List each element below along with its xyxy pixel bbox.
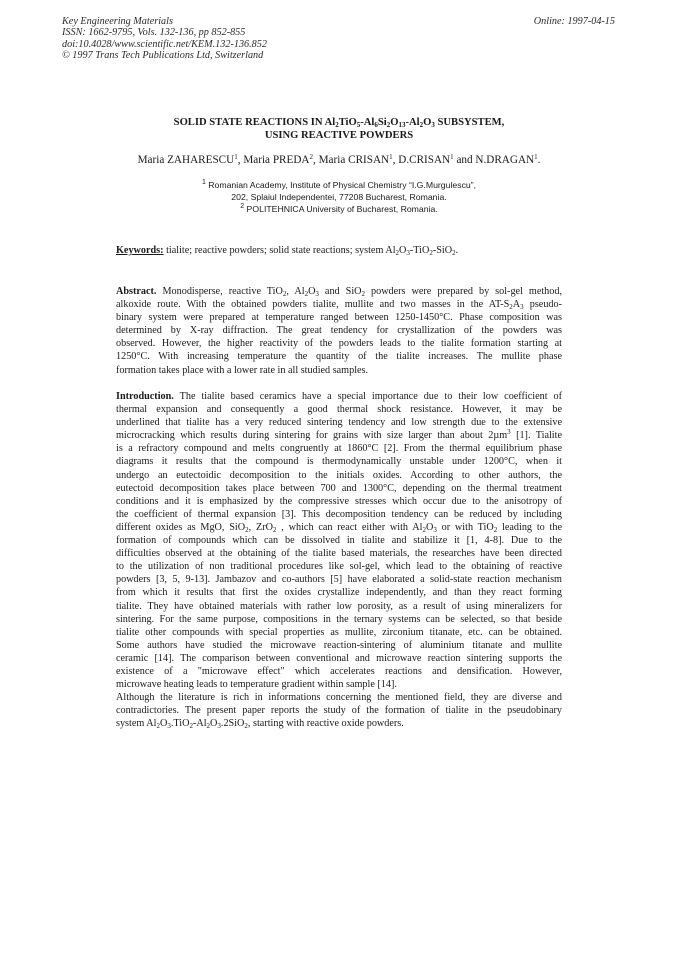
- intro-line: tialite. They have obtained materials with rather low porosity, as a result of using mineralizers for: [116, 600, 562, 612]
- subscript: 2: [244, 722, 248, 731]
- paper-title: [60, 117, 618, 142]
- subscript: 2: [361, 290, 365, 298]
- intro-line: undergo an eutectoidic decomposition to the initials oxides. According to other authors, the: [116, 469, 562, 481]
- text-run: and SiO: [318, 286, 362, 297]
- affiliation-mark: 1: [450, 153, 454, 161]
- text-run: A: [512, 299, 521, 311]
- title-text: -Al: [360, 117, 375, 128]
- text-run: O: [425, 521, 434, 533]
- subscript: 2: [272, 525, 277, 534]
- abstract-line: formation takes place with a lower rate in all studied samples.: [116, 364, 369, 376]
- subscript: 2: [156, 722, 160, 731]
- affiliation-text: Romanian Academy, Institute of Physical Chemistry “I.G.Murgulescu”,: [205, 180, 477, 190]
- title-text: -Al: [405, 117, 420, 128]
- affiliation-mark: 2: [240, 202, 245, 210]
- subscript: 13: [398, 121, 406, 129]
- keywords-line: [116, 245, 458, 256]
- doi-line: doi:10.4028/www.scientific.net/KEM.132-136.852: [62, 38, 267, 50]
- intro-line: Some authors have studied the microwave reaction-sintering of aluminium titanate and mullite: [116, 639, 562, 651]
- text-run: system Al: [116, 718, 157, 730]
- text-run: microcracking which results during sintering for grains with size larger than about 2µm: [116, 430, 508, 442]
- title-text: Si: [377, 117, 387, 128]
- text-run: , Al: [286, 286, 305, 297]
- keywords-label: Keywords:: [116, 245, 164, 256]
- intro-line: existence of a "microwave effect" which accelerates reactions and densification. However,: [116, 665, 562, 677]
- journal-header: [62, 16, 267, 62]
- text-run: , ZrO: [248, 521, 273, 533]
- subscript: 3: [167, 722, 171, 731]
- intro-line: is a refractory compound and melts congruently at 1860°C [2]. From the thermal equilibrium phase: [116, 443, 562, 455]
- author-name: Maria ZAHARESCU: [137, 154, 235, 166]
- subscript: 2: [493, 525, 498, 534]
- intro-line: from which it results that first the oxides crystallize independently, and than they react forming: [116, 587, 562, 599]
- intro-line: ceramic [14]. The comparison between conventional and microwave reaction sintering supports the: [116, 652, 562, 664]
- intro-line: conditions and it is emphasized by the compressive stresses which occur due to the anisotropy of: [116, 495, 562, 507]
- intro-line: contradictories. The present paper reports the study of the formation of tialite in the pseudobinary: [116, 705, 562, 717]
- title-text: O: [390, 117, 399, 128]
- intro-line: formation of compounds which can be dissolved in tialite and stabilize it [1, 4-8]. Due to the: [116, 535, 562, 547]
- text-run: alkoxide route. With the obtained powders tialite, mullite and two masses in the AT-S: [116, 299, 510, 311]
- keywords-text: -SiO: [432, 245, 453, 256]
- subscript: 5: [356, 121, 361, 129]
- subscript: 6: [374, 121, 378, 129]
- text-run: O: [308, 286, 316, 297]
- subscript: 3: [433, 525, 437, 534]
- title-text: TiO: [338, 117, 357, 128]
- journal-name: Key Engineering Materials: [62, 16, 173, 27]
- subscript: 3: [217, 722, 221, 731]
- author-name: , Maria PREDA: [237, 154, 310, 166]
- subscript: 2: [429, 249, 433, 257]
- author-name: , Maria CRISAN: [313, 154, 390, 166]
- subscript: 2: [304, 290, 309, 298]
- text-run: [1]. Tialite: [510, 430, 562, 442]
- author-list: [60, 154, 618, 166]
- subscript: 2: [422, 525, 426, 534]
- intro-line: underlined that tialite has a very reduced sintering tendency and low strength due to the extensive: [116, 417, 562, 429]
- text-run: O: [210, 718, 218, 730]
- keywords-text: .: [455, 245, 459, 256]
- author-name: and N.DRAGAN: [453, 154, 535, 166]
- intro-line: microwave heating leads to temperature gradient within sample [14].: [116, 679, 397, 691]
- intro-line: [116, 717, 562, 730]
- subscript: 3: [431, 121, 435, 129]
- title-text: SUBSYSTEM,: [434, 117, 505, 128]
- intro-line: tialite other compounds with special properties as mullite, zirconium titanate, etc. can be obtained.: [116, 626, 562, 638]
- affiliation-mark: 1: [234, 153, 238, 161]
- intro-line: eutectoid decomposition takes place between 700 and 1300°C, depending on the thermal treatment: [116, 482, 562, 494]
- subscript: 3: [520, 303, 524, 312]
- affiliation-mark: 1: [201, 179, 206, 186]
- subscript: 2: [395, 249, 400, 257]
- subscript: 2: [282, 290, 287, 298]
- text-run: , starting with reactive oxide powders.: [247, 718, 404, 730]
- intro-line: sintering. For the same purpose, compositions in the ternary systems can be selected, so that beside: [116, 613, 562, 625]
- affiliations: [60, 180, 618, 215]
- intro-line: diagrams it results that the compound is thermodynamically unstable under 1200°C, when it: [116, 456, 562, 468]
- subscript: 2: [386, 121, 391, 129]
- intro-line: thermal expansion and consequently a good thermal shock resistance. However, it may be: [116, 404, 562, 416]
- online-date: Online: 1997-04-15: [533, 16, 615, 27]
- text-run: Monodisperse, reactive TiO: [156, 286, 283, 297]
- author-name: , D.CRISAN: [392, 154, 451, 166]
- intro-line: to the utilization of non traditional procedures like sol-gel, which lead to the obtaining of reactive: [116, 561, 562, 573]
- intro-line: [116, 429, 562, 442]
- text-run: .TiO: [170, 718, 190, 730]
- affiliation-1: [60, 180, 618, 192]
- text-run: or with TiO: [436, 521, 494, 533]
- text-run: pseudo-: [523, 299, 562, 311]
- text-run: -Al: [192, 718, 207, 730]
- affiliation-1-address: 202, Splaiul Independentei, 77208 Bucharest, Romania.: [231, 191, 447, 202]
- issn-line: ISSN: 1662-9795, Vols. 132-136, pp 852-855: [62, 27, 246, 39]
- introduction-label: Introduction.: [116, 391, 174, 402]
- subscript: 2: [189, 722, 193, 731]
- intro-line: the coefficient of thermal expansion [3]. This decomposition tendency can be reduced by including: [116, 508, 562, 520]
- copyright-line: © 1997 Trans Tech Publications Ltd, Switzerland: [62, 50, 264, 62]
- title-line-2: USING REACTIVE POWDERS: [264, 129, 414, 141]
- abstract-line: [116, 298, 562, 311]
- superscript: 3: [507, 428, 511, 437]
- subscript: 2: [206, 722, 211, 731]
- author-list-end: .: [537, 154, 541, 166]
- intro-line: [116, 390, 562, 403]
- affiliation-mark: 2: [309, 153, 313, 161]
- abstract-line: observed. However, the higher reactivity of the powders leads to the tialite formation starting at: [116, 338, 562, 350]
- text-run: powders were prepared by sol-gel method,: [365, 286, 563, 297]
- keywords-text: tialite; reactive powders; solid state reactions; system Al: [163, 245, 396, 256]
- title-text: O: [423, 117, 432, 128]
- abstract-label: Abstract.: [116, 286, 157, 297]
- intro-line: powders [3, 5, 9-13]. Jambazov and co-authors [5] have elaborated a solid-state reaction mechanism: [116, 574, 562, 586]
- affiliation-2: [60, 204, 618, 216]
- abstract-line: [116, 285, 562, 298]
- abstract-paragraph: [116, 285, 562, 377]
- abstract-line: binary system were prepared at temperature ranged between 1250-1450°C. Phase composition was: [116, 312, 562, 324]
- affiliation-mark: 1: [389, 153, 393, 161]
- intro-line: difficulties observed at the obtaining of the tialite based materials, the researches have been directed: [116, 548, 562, 560]
- keywords-text: O: [399, 245, 407, 256]
- text-run: The tialite based ceramics have a special importance due to their low coefficient of: [173, 391, 562, 402]
- subscript: 2: [245, 525, 249, 534]
- abstract-line: determined by X-ray diffraction. The great tendency for crystallization of the powders was: [116, 325, 562, 337]
- affiliation-text: POLITEHNICA University of Bucharest, Romania.: [244, 203, 438, 214]
- text-run: , which can react either with Al: [276, 521, 423, 533]
- introduction-paragraph: [116, 390, 562, 730]
- subscript: 2: [419, 121, 424, 129]
- text-run: leading to the: [497, 521, 563, 533]
- keywords-text: -TiO: [409, 245, 430, 256]
- title-text: SOLID STATE REACTIONS IN Al: [173, 117, 336, 128]
- text-run: different oxides as MgO, SiO: [116, 521, 246, 533]
- intro-line: [116, 521, 562, 534]
- title-line-1: [60, 117, 618, 130]
- subscript: 2: [452, 249, 456, 257]
- subscript: 3: [315, 290, 319, 298]
- affiliation-mark: 1: [534, 153, 538, 161]
- text-run: O: [159, 718, 168, 730]
- text-run: .2SiO: [220, 718, 245, 730]
- intro-line: Although the literature is rich in informations concerning the mentioned field, they are diverse and: [116, 692, 562, 704]
- subscript: 3: [406, 249, 410, 257]
- subscript: 2: [335, 121, 339, 129]
- subscript: 2: [509, 303, 513, 312]
- abstract-line: 1250°C. With increasing temperature the quantity of the tialite increases. The mullite phase: [116, 351, 562, 363]
